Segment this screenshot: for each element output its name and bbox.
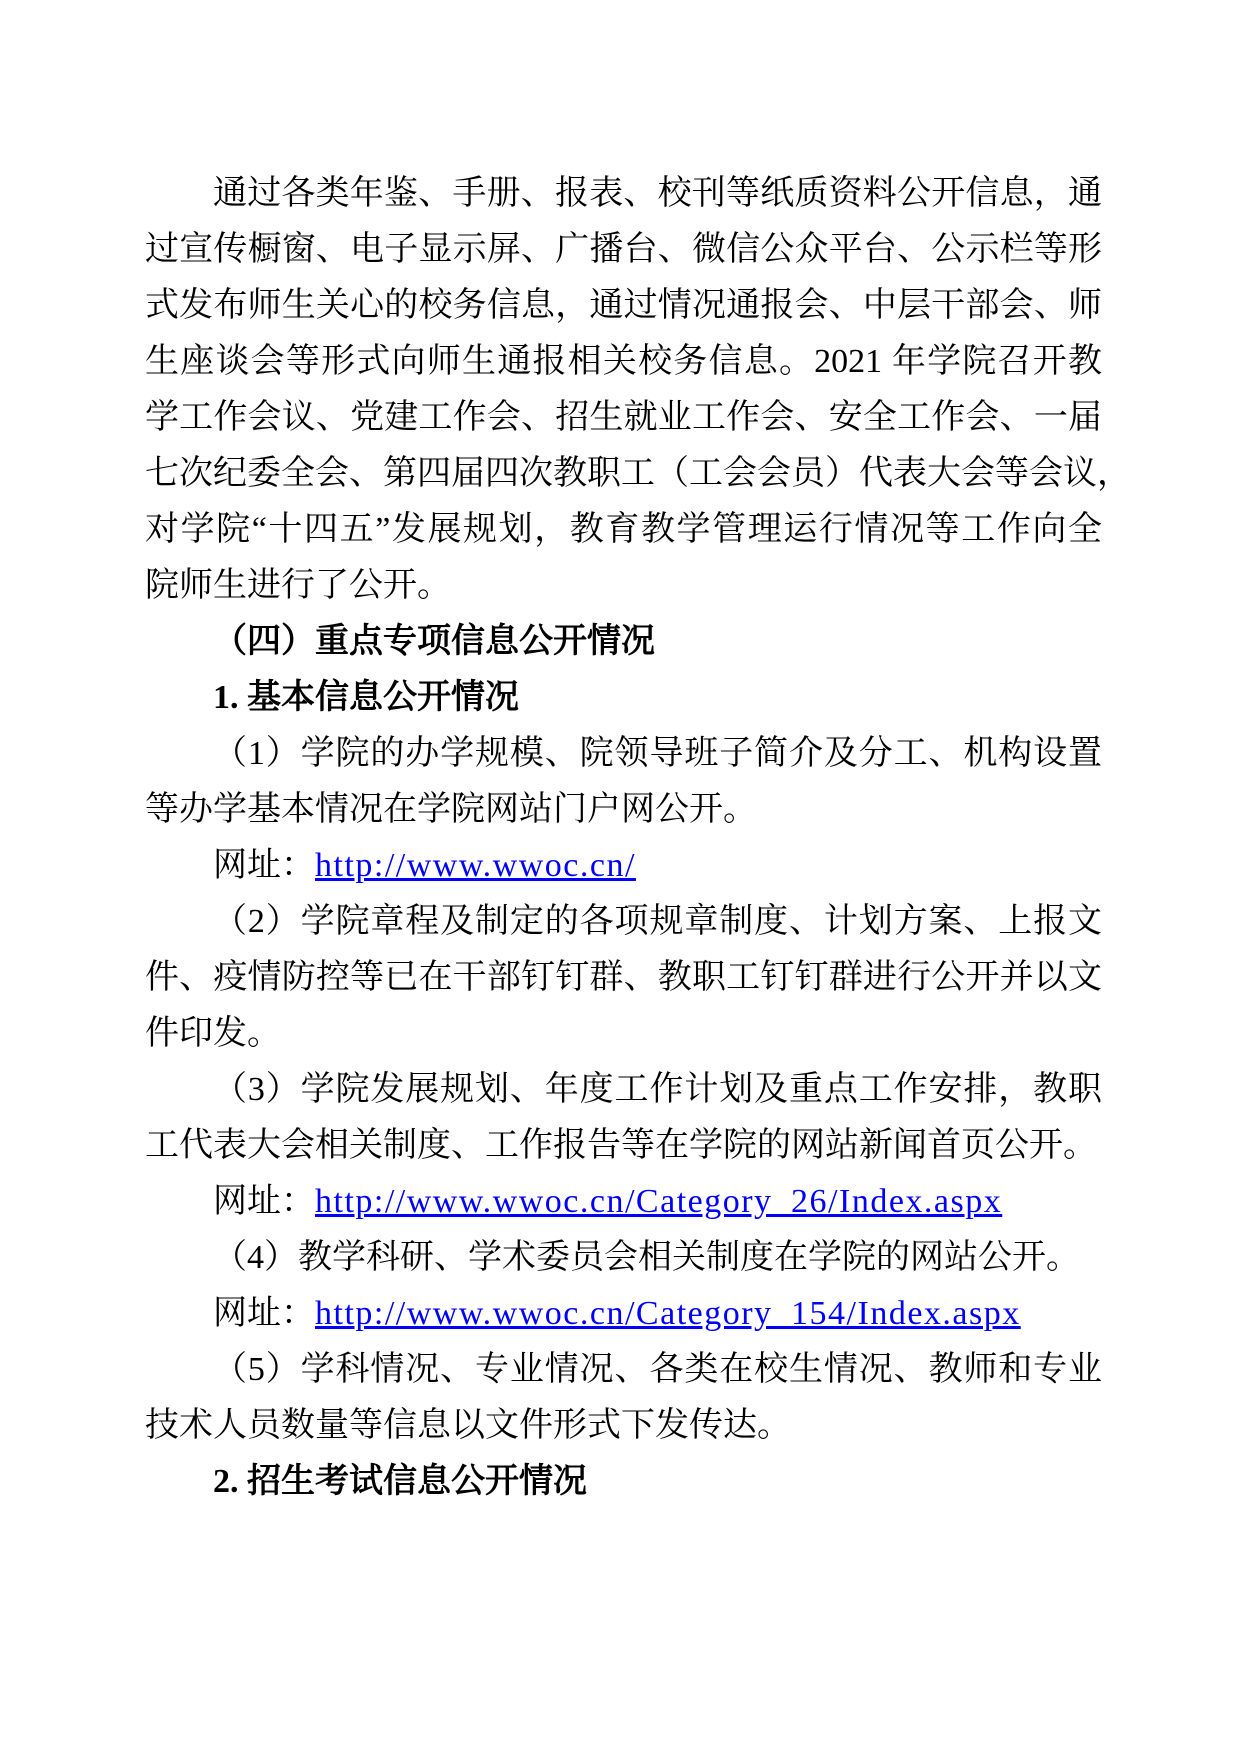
section-heading-4: （四）重点专项信息公开情况 xyxy=(213,623,655,660)
text-line: 工代表大会相关制度、工作报告等在学院的网站新闻首页公开。 xyxy=(145,1127,1097,1164)
url-label: 网址： xyxy=(213,1183,315,1220)
text-line: （3）学院发展规划、年度工作计划及重点工作安排，教职 xyxy=(213,1071,1102,1108)
text-line: （5）学科情况、专业情况、各类在校生情况、教师和专业 xyxy=(213,1351,1102,1388)
paragraph-item-4 xyxy=(145,1230,1102,1286)
url-link-2[interactable]: http://www.wwoc.cn/Category_26/Index.aspx xyxy=(315,1183,1003,1220)
text-line: 对学院“十四五”发展规划，教育教学管理运行情况等工作向全 xyxy=(145,511,1102,548)
text-line: 过宣传橱窗、电子显示屏、广播台、微信公众平台、公示栏等形 xyxy=(145,231,1102,268)
text-line: 式发布师生关心的校务信息，通过情况通报会、中层干部会、师 xyxy=(145,287,1102,324)
text-line: 院师生进行了公开。 xyxy=(145,567,451,604)
text-line: （1）学院的办学规模、院领导班子简介及分工、机构设置 xyxy=(213,735,1102,772)
subsection-heading-2: 2. 招生考试信息公开情况 xyxy=(213,1463,587,1500)
text-line: 等办学基本情况在学院网站门户网公开。 xyxy=(145,791,757,828)
text-line: 七次纪委全会、第四届四次教职工（工会会员）代表大会等会议， xyxy=(145,455,1131,492)
text-line: 件、疫情防控等已在干部钉钉群、教职工钉钉群进行公开并以文 xyxy=(145,959,1102,996)
text-line: 件印发。 xyxy=(145,1015,281,1052)
url-label: 网址： xyxy=(213,847,315,884)
url-line-1 xyxy=(145,838,1102,894)
document-content xyxy=(145,166,1131,1510)
text-line: （4）教学科研、学术委员会相关制度在学院的网站公开。 xyxy=(213,1239,1080,1276)
text-line: 学工作会议、党建工作会、招生就业工作会、安全工作会、一届 xyxy=(145,399,1102,436)
paragraph-item-5 xyxy=(145,1342,1102,1454)
url-link-1[interactable]: http://www.wwoc.cn/ xyxy=(315,847,636,884)
url-line-3 xyxy=(145,1286,1102,1342)
url-line-2 xyxy=(145,1174,1102,1230)
text-line: 通过各类年鉴、手册、报表、校刊等纸质资料公开信息，通 xyxy=(213,175,1102,212)
paragraph-item-3 xyxy=(145,1062,1102,1174)
subsection-heading-1: 1. 基本信息公开情况 xyxy=(213,679,519,716)
paragraph-item-1 xyxy=(145,726,1102,838)
paragraph-intro xyxy=(145,166,1131,614)
url-link-3[interactable]: http://www.wwoc.cn/Category_154/Index.aspx xyxy=(315,1295,1021,1332)
text-line: 生座谈会等形式向师生通报相关校务信息。2021 年学院召开教 xyxy=(145,343,1102,380)
paragraph-item-2 xyxy=(145,894,1102,1062)
text-line: （2）学院章程及制定的各项规章制度、计划方案、上报文 xyxy=(213,903,1102,940)
text-line: 技术人员数量等信息以文件形式下发传达。 xyxy=(145,1407,791,1444)
url-label: 网址： xyxy=(213,1295,315,1332)
